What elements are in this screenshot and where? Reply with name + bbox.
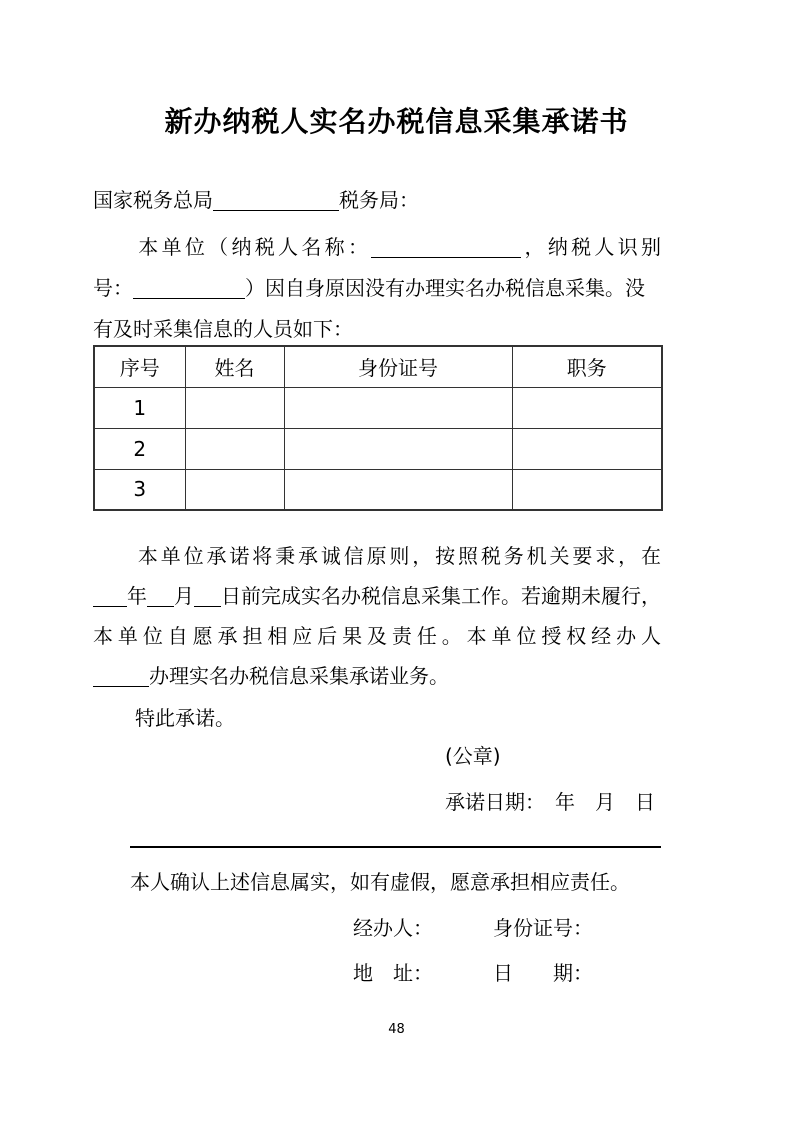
name-cell [185, 428, 284, 469]
paragraph-2-line-4 [93, 656, 661, 696]
table-row [94, 428, 662, 469]
pledge-line [93, 698, 661, 739]
paragraph-2-line-2 [93, 576, 661, 616]
day-blank [194, 603, 221, 607]
salutation-line [93, 180, 661, 221]
position-cell [512, 469, 662, 510]
col-header-position: 职务 [512, 346, 662, 387]
taxpayer-name-label: 本单位（纳税人名称： [135, 235, 372, 259]
row-index: 1 [94, 387, 185, 428]
paragraph-2-line-1 [93, 536, 661, 576]
salutation-pre: 国家税务总局 [93, 188, 213, 212]
page-title: 新办纳税人实名办税信息采集承诺书 [164, 105, 629, 138]
page-number: 48 [388, 1022, 405, 1037]
agent-name-blank [93, 683, 149, 687]
authorization-text: 办理实名办税信息采集承诺业务。 [149, 664, 449, 688]
signature-divider [130, 846, 661, 848]
table-header-row [94, 346, 662, 387]
paragraph-1-text: ）因自身原因没有办理实名办税信息采集。没 [245, 276, 645, 300]
confirmation-statement: 本人确认上述信息属实，如有虚假，愿意承担相应责任。 [130, 870, 630, 894]
name-cell [185, 469, 284, 510]
year-label: 年 [127, 584, 147, 608]
row-index: 2 [94, 428, 185, 469]
seal-placeholder: (公章) [445, 744, 501, 768]
salutation-post: 税务局： [339, 188, 419, 212]
name-cell [185, 387, 284, 428]
commitment-date-line: 承诺日期： 年 月 日 [445, 790, 655, 814]
id-number-cell [284, 428, 512, 469]
paragraph-2 [93, 536, 661, 696]
position-cell [512, 387, 662, 428]
paragraph-1-line-1 [93, 227, 661, 268]
taxpayer-id-label-part1: ，纳税人识别 [521, 235, 662, 259]
col-header-id-number: 身份证号 [284, 346, 512, 387]
taxpayer-name-blank [371, 254, 521, 258]
col-header-index: 序号 [94, 346, 185, 387]
address-label: 地 址： [353, 961, 433, 985]
table-row [94, 469, 662, 510]
taxpayer-id-blank [133, 295, 245, 299]
id-number-cell [284, 469, 512, 510]
personnel-table [93, 345, 663, 511]
agent-label: 经办人： [353, 916, 433, 940]
position-cell [512, 428, 662, 469]
table-row [94, 387, 662, 428]
date-label: 日 期： [493, 961, 593, 985]
col-header-name: 姓名 [185, 346, 284, 387]
paragraph-1-line-3: 有及时采集信息的人员如下： [93, 317, 353, 341]
month-label: 月 [174, 584, 194, 608]
paragraph-1-line-2 [93, 268, 661, 309]
commitment-text: 本单位承诺将秉承诚信原则，按照税务机关要求，在 [135, 544, 661, 568]
paragraph-2-line-3: 本单位自愿承担相应后果及责任。本单位授权经办人 [93, 624, 661, 648]
id-number-label: 身份证号： [493, 916, 593, 940]
id-number-cell [284, 387, 512, 428]
row-index: 3 [94, 469, 185, 510]
year-blank [93, 603, 127, 607]
tax-bureau-blank [213, 207, 339, 211]
taxpayer-id-label-part2: 号： [93, 276, 133, 300]
month-blank [147, 603, 174, 607]
paragraph-1 [93, 227, 661, 350]
pledge-text: 特此承诺。 [135, 706, 235, 730]
deadline-text: 日前完成实名办税信息采集工作。若逾期未履行， [221, 584, 661, 608]
